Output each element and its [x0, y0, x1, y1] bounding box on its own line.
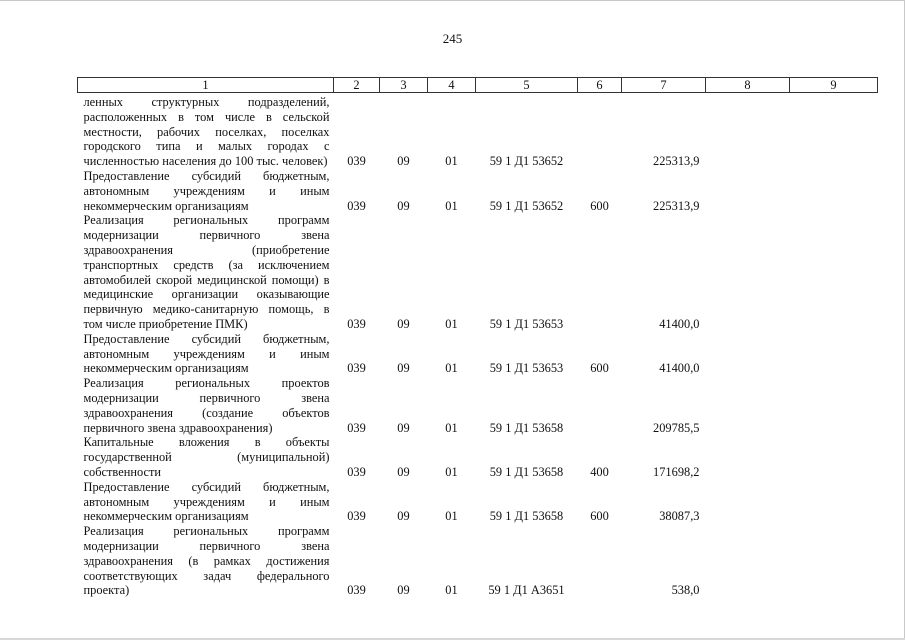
row-subsection-code: 01	[445, 420, 458, 435]
row-ministry-code: 039	[347, 420, 366, 435]
row-section-code: 09	[397, 198, 410, 213]
row-target-article: 59 1 Д1 53652	[489, 154, 564, 169]
column-header-8: 8	[706, 78, 790, 93]
page-number: 245	[442, 31, 463, 46]
row-subsection-code: 01	[445, 464, 458, 479]
table-row	[78, 524, 878, 598]
column-header-1: 1	[78, 78, 334, 93]
row-subsection-code: 01	[445, 198, 458, 213]
row-target-article: 59 1 Д1 А3651	[488, 583, 565, 598]
table-row	[78, 376, 878, 435]
row-section-code: 09	[397, 464, 410, 479]
row-amount: 209785,5	[653, 420, 700, 435]
column-header-2: 2	[334, 78, 380, 93]
table-header-row	[78, 78, 878, 93]
row-amount: 171698,2	[653, 464, 700, 479]
row-ministry-code: 039	[347, 583, 366, 598]
row-ministry-code: 039	[347, 198, 366, 213]
row-col8	[706, 332, 790, 376]
column-header-7: 7	[622, 78, 706, 93]
row-col9	[790, 332, 878, 376]
table-row	[78, 213, 878, 331]
row-amount: 41400,0	[659, 316, 700, 331]
row-target-article: 59 1 Д1 53658	[489, 420, 564, 435]
row-col8	[706, 93, 790, 169]
row-col8	[706, 524, 790, 598]
column-header-3: 3	[380, 78, 428, 93]
row-section-code: 09	[397, 420, 410, 435]
table-row	[78, 169, 878, 213]
row-subsection-code: 01	[445, 316, 458, 331]
row-subsection-code: 01	[445, 583, 458, 598]
row-amount: 38087,3	[659, 509, 700, 524]
row-amount: 225313,9	[653, 198, 700, 213]
row-section-code: 09	[397, 509, 410, 524]
row-amount: 225313,9	[653, 154, 700, 169]
row-col9	[790, 435, 878, 479]
row-target-article: 59 1 Д1 53658	[489, 464, 564, 479]
row-expense-type: 600	[590, 361, 609, 376]
row-description: Реализация региональных проектов модернизации первичного звена здравоохранения (создание объектов первичного звена здравоохранения)	[83, 376, 330, 435]
row-description: Капитальные вложения в объекты государственной (муниципальной) собственности	[83, 435, 330, 479]
row-expense-type	[578, 524, 622, 598]
row-subsection-code: 01	[445, 361, 458, 376]
row-description: Реализация региональных программ модернизации первичного звена здравоохранения (приобретение транспортных средств (за исключением автомобилей скорой медицинской помощи) в медицинские организации оказывающие первичную медико-санитарную помощь, в том числе приобретение ПМК)	[83, 213, 330, 331]
table-row	[78, 435, 878, 479]
row-col8	[706, 480, 790, 524]
row-ministry-code: 039	[347, 316, 366, 331]
row-target-article: 59 1 Д1 53652	[489, 198, 564, 213]
column-header-4: 4	[428, 78, 476, 93]
row-ministry-code: 039	[347, 464, 366, 479]
row-target-article: 59 1 Д1 53658	[489, 509, 564, 524]
row-col8	[706, 435, 790, 479]
column-header-9: 9	[790, 78, 878, 93]
row-col9	[790, 213, 878, 331]
row-amount: 41400,0	[659, 361, 700, 376]
table-row	[78, 480, 878, 524]
table-row	[78, 93, 878, 169]
row-target-article: 59 1 Д1 53653	[489, 361, 564, 376]
row-description: Предоставление субсидий бюджетным, автономным учреждениям и иным некоммерческим организациям	[83, 168, 330, 213]
row-expense-type	[578, 93, 622, 169]
row-ministry-code: 039	[347, 509, 366, 524]
row-section-code: 09	[397, 361, 410, 376]
row-target-article: 59 1 Д1 53653	[489, 316, 564, 331]
row-expense-type: 600	[590, 198, 609, 213]
row-subsection-code: 01	[445, 509, 458, 524]
row-ministry-code: 039	[347, 361, 366, 376]
row-expense-type	[578, 376, 622, 435]
row-expense-type: 600	[590, 509, 609, 524]
row-section-code: 09	[397, 316, 410, 331]
row-description: Предоставление субсидий бюджетным, автономным учреждениям и иным некоммерческим организациям	[83, 479, 330, 524]
row-description: ленных структурных подразделений, расположенных в том числе в сельской местности, рабочих поселках, поселках городского типа и малых городах с численностью населения до 100 тыс. человек)	[83, 95, 330, 169]
row-description: Реализация региональных программ модернизации первичного звена здравоохранения (в рамках достижения соответствующих задач федерального проекта)	[83, 524, 330, 598]
row-section-code: 09	[397, 583, 410, 598]
row-col9	[790, 376, 878, 435]
row-expense-type	[578, 213, 622, 331]
column-header-5: 5	[476, 78, 578, 93]
row-col8	[706, 376, 790, 435]
page-edge-top	[0, 0, 905, 1]
row-amount: 538,0	[671, 583, 700, 598]
row-col8	[706, 213, 790, 331]
row-section-code: 09	[397, 154, 410, 169]
row-col9	[790, 169, 878, 213]
row-col9	[790, 93, 878, 169]
row-ministry-code: 039	[347, 154, 366, 169]
budget-table	[77, 77, 878, 598]
row-col9	[790, 480, 878, 524]
row-col9	[790, 524, 878, 598]
row-col8	[706, 169, 790, 213]
row-expense-type: 400	[590, 464, 609, 479]
row-description: Предоставление субсидий бюджетным, автономным учреждениям и иным некоммерческим организациям	[83, 331, 330, 376]
row-subsection-code: 01	[445, 154, 458, 169]
column-header-6: 6	[578, 78, 622, 93]
table-row	[78, 332, 878, 376]
